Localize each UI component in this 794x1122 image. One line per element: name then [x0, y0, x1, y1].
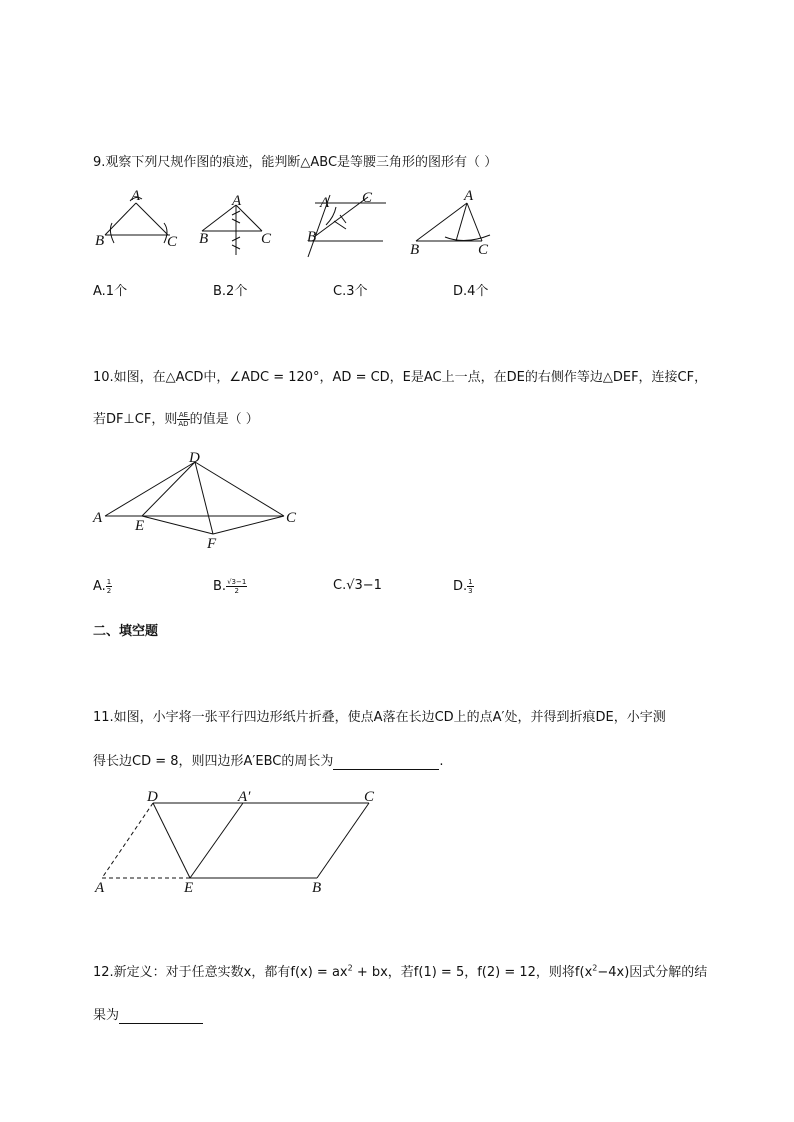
q9-fig3-label-b: B — [307, 229, 317, 245]
q10-option-d-letter: D. — [453, 579, 468, 594]
q11-answer-blank — [333, 754, 439, 770]
q9-fig3-label-a: A — [320, 195, 330, 211]
q12-line1-a: 12.新定义：对于任意实数x，都有f(x) = ax — [93, 965, 348, 980]
q12-sup-2: 2 — [592, 963, 598, 973]
q11-figure — [90, 786, 390, 896]
q10-line2-post: 的值是（ ） — [189, 412, 259, 427]
q10-option-b-num: √3−1 — [227, 578, 247, 586]
q10-option-b-den: 2 — [234, 587, 239, 595]
q9-figures — [90, 185, 510, 260]
q9-figure-3 — [307, 190, 386, 257]
q10-label-d: D — [189, 450, 200, 466]
q10-option-c: C.√3−1 — [333, 578, 382, 593]
q10-fraction — [177, 411, 189, 428]
q9-option-c: C.3个 — [333, 284, 368, 299]
q10-option-a-den: 2 — [106, 587, 112, 595]
q10-option-a-num: 1 — [106, 578, 112, 586]
q11-label-b: B — [312, 880, 322, 896]
q12-stem-line2 — [93, 1004, 203, 1024]
q10-option-d-num: 1 — [468, 578, 473, 586]
q10-label-f: F — [207, 536, 217, 552]
q9-fig4-label-a: A — [464, 188, 474, 204]
q10-label-e: E — [135, 518, 145, 534]
q11-label-a: A — [95, 880, 105, 896]
q11-label-e: E — [184, 880, 194, 896]
q9-figure-1 — [95, 188, 178, 250]
q12-answer-blank — [119, 1008, 203, 1024]
q10-option-d — [453, 578, 474, 595]
section-title: 二、填空题 — [93, 624, 159, 639]
q9-fig1-label-a: A — [131, 188, 141, 204]
q12-line2-text: 果为 — [93, 1008, 120, 1023]
q9-stem: 9.观察下列尺规作图的痕迹，能判断△ABC是等腰三角形的图形有（ ） — [93, 155, 498, 170]
q12-line1-b: + bx，若f(1) = 5，f(2) = 12，则将f(x — [352, 965, 593, 980]
q10-option-b — [213, 578, 247, 595]
q12-line1-c: −4x)因式分解的结 — [597, 965, 708, 980]
q11-label-a-prime: A′ — [238, 789, 251, 805]
q10-option-a-letter: A. — [93, 579, 106, 594]
q10-label-c: C — [286, 510, 297, 526]
q9-fig3-label-c: C — [362, 190, 373, 206]
q9-option-a: A.1个 — [93, 284, 128, 299]
q10-stem-line2 — [93, 408, 259, 428]
q9-fig1-label-b: B — [95, 233, 105, 249]
q10-frac-den: AD — [178, 420, 189, 428]
q9-fig2-label-b: B — [199, 231, 209, 247]
q10-line2-pre: 若DF⊥CF，则 — [93, 412, 178, 427]
q10-frac-num: AE — [178, 411, 189, 419]
q10-label-a: A — [93, 510, 103, 526]
q11-label-d: D — [147, 789, 158, 805]
q11-stem-line1: 11.如图，小宇将一张平行四边形纸片折叠，使点A落在长边CD上的点A′处，并得到折痕DE，小宇测 — [93, 710, 666, 725]
q10-stem-line1: 10.如图，在△ACD中，∠ADC = 120°，AD = CD，E是AC上一点，在DE的右侧作等边△DEF，连接CF， — [93, 370, 708, 385]
q9-fig4-label-c: C — [478, 242, 489, 258]
q10-option-d-den: 3 — [468, 587, 473, 595]
q9-figure-4 — [410, 188, 490, 258]
q10-figure — [90, 445, 320, 555]
q12-stem-line1 — [93, 961, 707, 980]
q9-option-b: B.2个 — [213, 284, 248, 299]
q9-option-d: D.4个 — [453, 284, 489, 299]
q12-sup-1: 2 — [347, 963, 353, 973]
q9-fig2-label-c: C — [261, 231, 272, 247]
q9-figure-2 — [199, 193, 272, 255]
q9-fig2-label-a: A — [232, 193, 242, 209]
q11-stem-line2 — [93, 750, 443, 770]
q10-option-a — [93, 578, 112, 595]
q11-line2-text: 得长边CD = 8，则四边形A′EBC的周长为 — [93, 754, 334, 769]
q11-label-c: C — [364, 789, 375, 805]
q10-option-b-letter: B. — [213, 579, 227, 594]
q9-fig4-label-b: B — [410, 242, 420, 258]
q11-line2-end: . — [439, 754, 444, 769]
q9-fig1-label-c: C — [167, 234, 178, 250]
